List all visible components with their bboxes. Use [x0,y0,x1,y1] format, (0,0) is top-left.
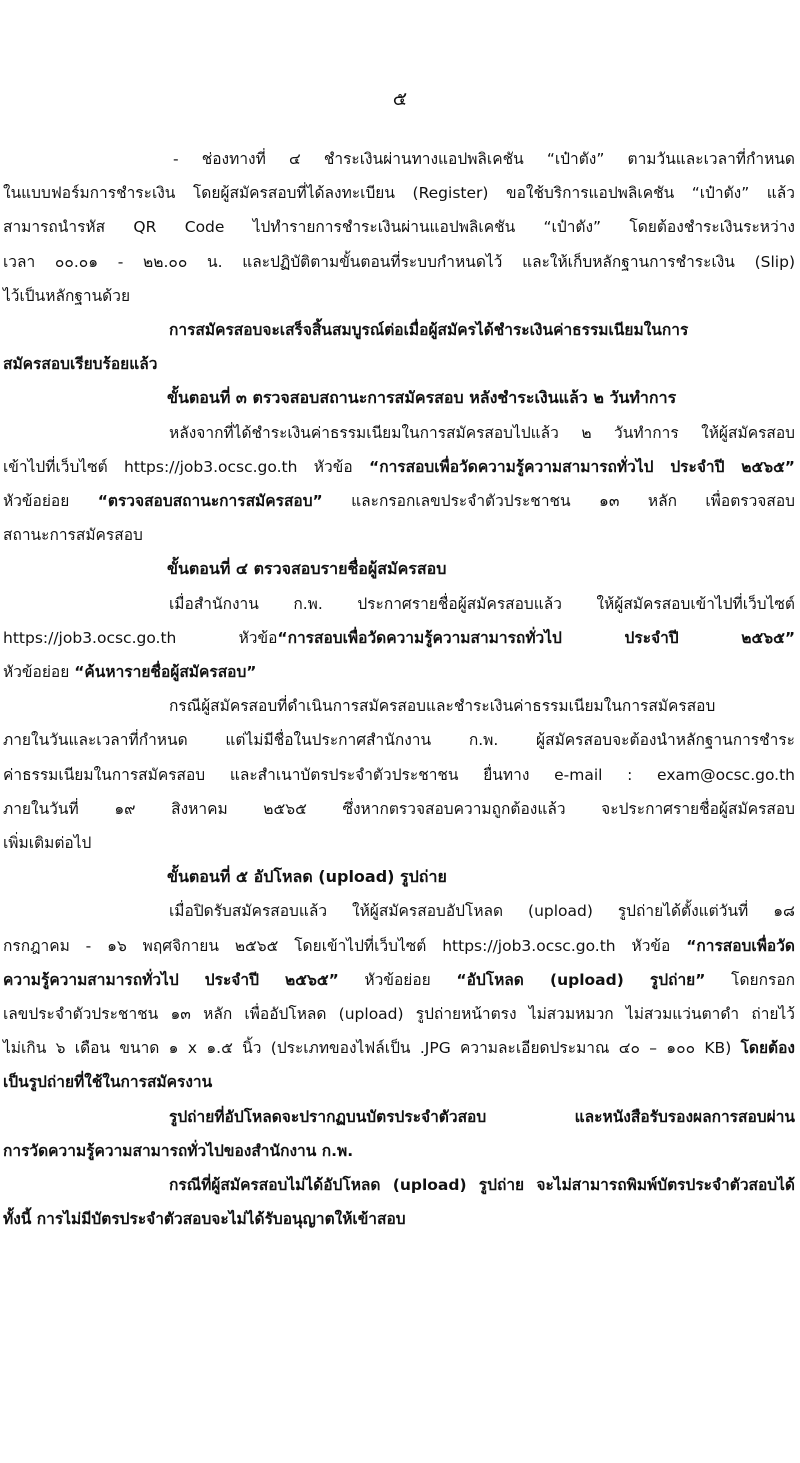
text-run-bold: “การสอบเพื่อวัดความรู้ความสามารถทั่วไป ประจำปี ๒๕๖๕” [277,628,796,647]
text-line: ภายในวันและเวลาที่กำหนด แต่ไม่มีชื่อในประกาศสำนักงาน ก.พ. ผู้สมัครสอบจะต้องนำหลักฐานการชำระ [3,731,795,750]
text-line [3,450,795,484]
document-body [3,142,795,1237]
text-line: สามารถนำรหัส QR Code ไปทำรายการชำระเงินผ่านแอปพลิเคชัน “เป๋าตัง” โดยต้องชำระเงินระหว่าง [3,218,795,237]
paragraph-missing-name [3,689,795,860]
text-line [3,1031,795,1065]
text-run: โดยกรอก [705,970,796,989]
heading-step-3: ขั้นตอนที่ ๓ ตรวจสอบสถานะการสมัครสอบ หลังชำระเงินแล้ว ๒ วันทำการ [167,388,677,408]
paragraph-completion-note [3,313,795,381]
paragraph-step-5 [3,894,795,1099]
text-line: สมัครสอบเรียบร้อยแล้ว [3,355,158,374]
text-line: สถานะการสมัครสอบ [3,526,143,545]
text-line: ไว้เป็นหลักฐานด้วย [3,286,131,305]
text-line: รูปถ่ายที่อัปโหลดจะปรากฏบนบัตรประจำตัวสอบ และหนังสือรับรองผลการสอบผ่าน [169,1107,795,1126]
text-line [3,655,795,689]
text-line [3,929,795,963]
text-run-bold: “การสอบเพื่อวัด [686,936,795,955]
text-run: หัวข้อย่อย [338,970,457,989]
text-line: - ช่องทางที่ ๔ ชำระเงินผ่านทางแอปพลิเคชัน “เป๋าตัง” ตามวันและเวลาที่กำหนด [173,150,795,168]
text-line: เวลา ๐๐.๐๑ - ๒๒.๐๐ น. และปฏิบัติตามขั้นตอนที่ระบบกำหนดไว้ และให้เก็บหลักฐานการชำระเงิน (Slip) [3,252,795,271]
paragraph-no-photo [3,1168,795,1236]
text-line: เมื่อสำนักงาน ก.พ. ประกาศรายชื่อผู้สมัครสอบแล้ว ให้ผู้สมัครสอบเข้าไปที่เว็บไซต์ [169,594,795,613]
text-run-bold: ความรู้ความสามารถทั่วไป ประจำปี ๒๕๖๕” [3,970,339,989]
paragraph-photo-note [3,1100,795,1168]
text-line: หลังจากที่ได้ชำระเงินค่าธรรมเนียมในการสมัครสอบไปแล้ว ๒ วันทำการ ให้ผู้สมัครสอบ [169,423,795,442]
text-line: เพิ่มเติมต่อไป [3,834,92,853]
text-line: ค่าธรรมเนียมในการสมัครสอบ และสำเนาบัตรประจำตัวประชาชน ยื่นทาง e-mail : exam@ocsc.go.th [3,765,795,784]
page-number: ๕ [392,88,408,110]
text-run-bold: “การสอบเพื่อวัดความรู้ความสามารถทั่วไป ประจำปี ๒๕๖๕” [369,457,795,476]
text-line: การวัดความรู้ความสามารถทั่วไปของสำนักงาน ก.พ. [3,1141,354,1160]
text-line: ทั้งนี้ การไม่มีบัตรประจำตัวสอบจะไม่ได้รับอนุญาตให้เข้าสอบ [3,1210,406,1229]
text-line: เป็นรูปถ่ายที่ใช้ในการสมัครงาน [3,1073,213,1092]
text-run-bold: “อัปโหลด (upload) รูปถ่าย” [456,970,706,989]
text-run-bold: “ตรวจสอบสถานะการสมัครสอบ” [97,492,323,511]
text-line: กรณีที่ผู้สมัครสอบไม่ได้อัปโหลด (upload) รูปถ่าย จะไม่สามารถพิมพ์บัตรประจำตัวสอบได้ [169,1176,795,1195]
heading-step-5: ขั้นตอนที่ ๕ อัปโหลด (upload) รูปถ่าย [167,867,447,887]
text-run-bold: “ค้นหารายชื่อผู้สมัครสอบ” [74,663,257,682]
text-run-bold: โดยต้อง [740,1039,795,1058]
text-run: https://job3.ocsc.go.th หัวข้อ [3,628,278,647]
paragraph-payment-channel-4 [3,142,795,313]
paragraph-step-3 [3,416,795,553]
text-line [3,484,795,518]
text-line [3,621,795,655]
text-line: ในแบบฟอร์มการชำระเงิน โดยผู้สมัครสอบที่ได้ลงทะเบียน (Register) ขอใช้บริการแอปพลิเคชัน “เป๋าตัง” แล้ว [3,184,795,203]
text-run: หัวข้อย่อย [3,492,98,511]
text-line: เมื่อปิดรับสมัครสอบแล้ว ให้ผู้สมัครสอบอัปโหลด (upload) รูปถ่ายได้ตั้งแต่วันที่ ๑๘ [169,902,795,921]
text-line [3,963,795,997]
text-line: เลขประจำตัวประชาชน ๑๓ หลัก เพื่ออัปโหลด (upload) รูปถ่ายหน้าตรง ไม่สวมหมวก ไม่สวมแว่นตาดำ ถ่ายไว้ [3,1005,795,1024]
text-run: ไม่เกิน ๖ เดือน ขนาด ๑ x ๑.๕ นิ้ว (ประเภทของไฟล์เป็น .JPG ความละเอียดประมาณ ๔๐ – ๑๐๐ KB) [3,1039,741,1058]
heading-step-4: ขั้นตอนที่ ๔ ตรวจสอบรายชื่อผู้สมัครสอบ [167,559,447,579]
text-line: กรณีผู้สมัครสอบที่ดำเนินการสมัครสอบและชำระเงินค่าธรรมเนียมในการสมัครสอบ [169,697,716,716]
text-line: ภายในวันที่ ๑๙ สิงหาคม ๒๕๖๕ ซึ่งหากตรวจสอบความถูกต้องแล้ว จะประกาศรายชื่อผู้สมัครสอบ [3,799,795,818]
text-run: และกรอกเลขประจำตัวประชาชน ๑๓ หลัก เพื่อตรวจสอบ [322,492,795,511]
paragraph-step-4 [3,587,795,690]
text-line: การสมัครสอบจะเสร็จสิ้นสมบูรณ์ต่อเมื่อผู้สมัครได้ชำระเงินค่าธรรมเนียมในการ [169,321,689,340]
text-run: เข้าไปที่เว็บไซต์ https://job3.ocsc.go.th หัวข้อ [3,457,370,476]
text-run: กรกฎาคม - ๑๖ พฤศจิกายน ๒๕๖๕ โดยเข้าไปที่เว็บไซต์ https://job3.ocsc.go.th หัวข้อ [3,936,687,955]
text-run: หัวข้อย่อย [3,663,75,682]
